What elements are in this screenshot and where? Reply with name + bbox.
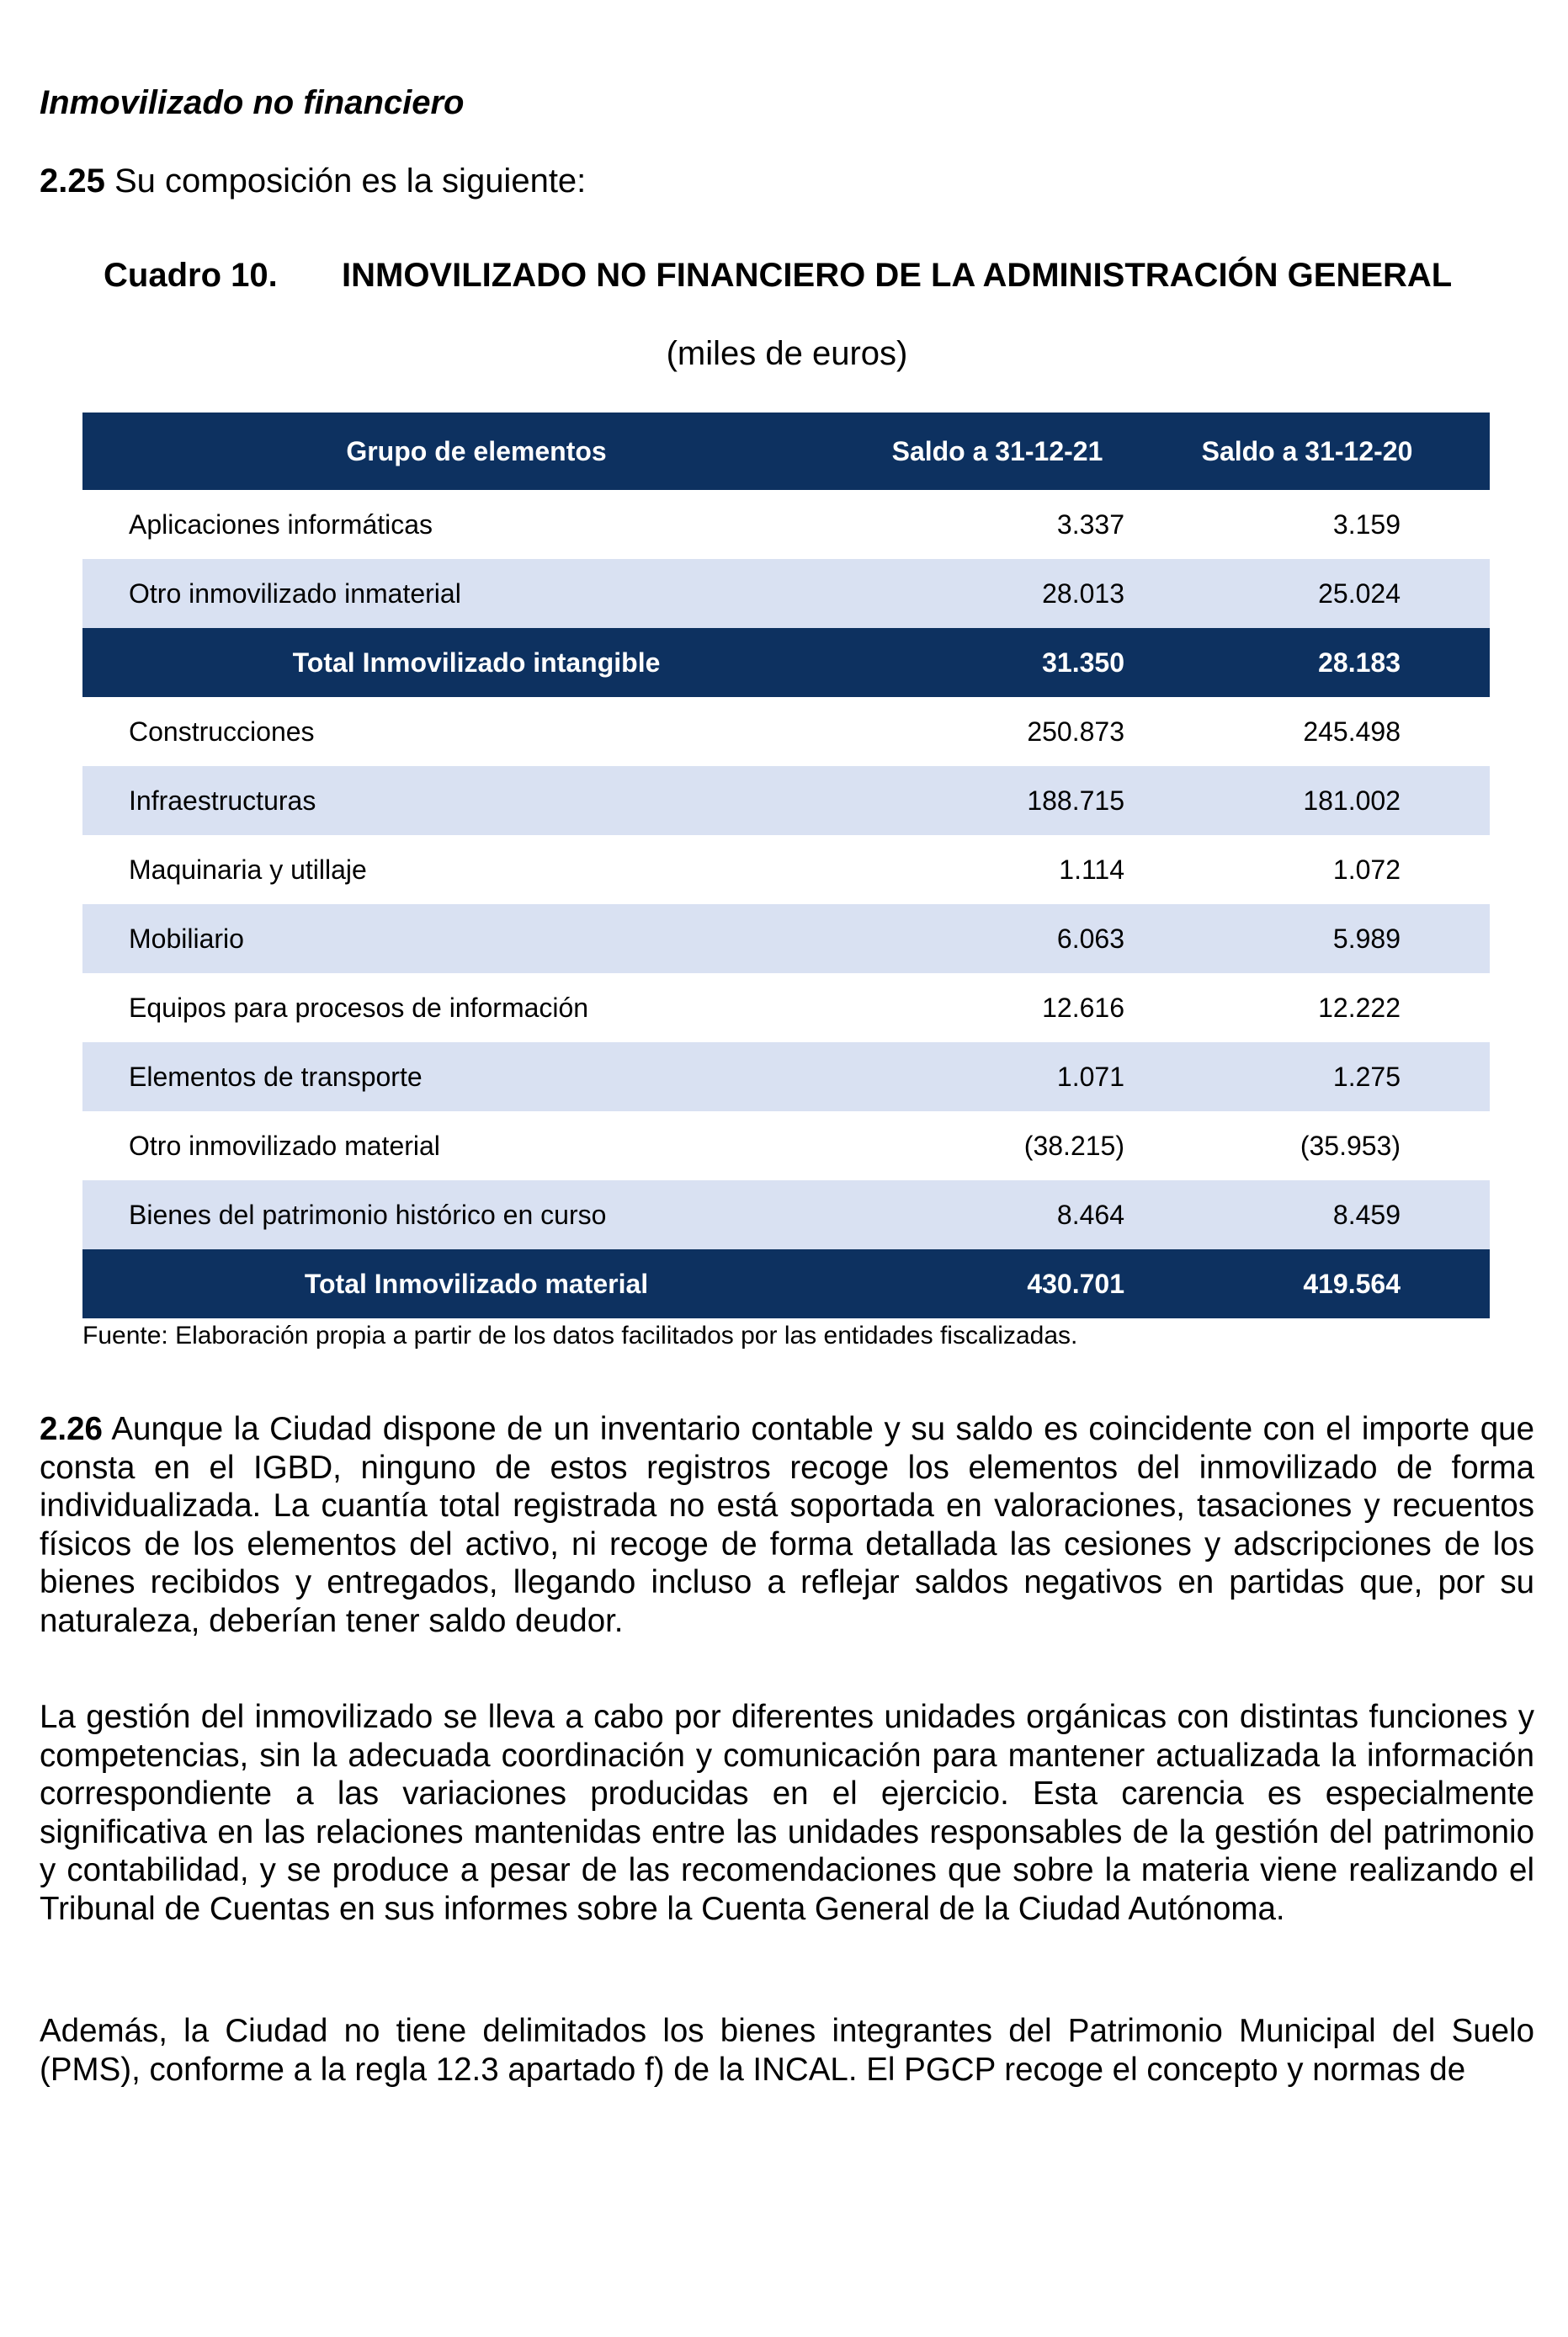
value-2020: 25.024 [1124,559,1490,628]
value-2021: 12.616 [1042,992,1124,1023]
data-table [82,413,1490,1318]
table-row [82,904,1490,973]
value-2020: 28.183 [1124,628,1490,697]
column-header: Saldo a 31-12-20 [1124,413,1490,490]
value-2020: 3.159 [1332,508,1401,540]
row-label: Infraestructuras [82,766,870,835]
value-2020: 5.989 [1124,904,1490,973]
value-2021: 8.464 [870,1180,1124,1249]
intro-text: Su composición es la siguiente: [104,162,587,200]
table-row [82,766,1490,835]
row-label: Equipos para procesos de información [129,992,589,1023]
value-2021: 3.337 [1056,508,1124,540]
value-2020: 8.459 [1124,1180,1490,1249]
table-row [82,697,1490,766]
value-2021: (38.215) [1023,1130,1124,1161]
value-2020: 1.275 [1124,1042,1490,1111]
value-2020: (35.953) [1300,1130,1401,1161]
paragraph-text: Además, la Ciudad no tiene delimitados los bienes integrantes del Patrimonio Municipal del Suelo (PMS), conforme a la regla 12.3 apartado f) de la INCAL. El PGCP recoge el concepto y normas de [40,2013,1534,2088]
row-label: Elementos de transporte [82,1042,870,1111]
value-2020: 1.072 [1332,854,1401,885]
table-row [82,835,1490,904]
table-caption [104,257,1518,295]
paragraph-number: 2.25 [40,162,105,200]
table-number: Cuadro 10. [104,257,278,294]
row-label: Aplicaciones informáticas [129,508,433,540]
value-2021: 1.071 [870,1042,1124,1111]
row-label: Otro inmovilizado inmaterial [82,559,870,628]
value-2020: 245.498 [1303,716,1401,747]
paragraph-2-26 [40,1410,1534,1640]
row-label: Mobiliario [82,904,870,973]
row-label: Total Inmovilizado material [82,1249,870,1318]
value-2021: 31.350 [870,628,1124,697]
value-2020: 419.564 [1124,1249,1490,1318]
table-row [82,1180,1490,1249]
row-label: Construcciones [129,716,315,747]
row-label: Otro inmovilizado material [129,1130,440,1161]
table-source-note: Fuente: Elaboración propia a partir de los datos facilitados por las entidades fiscalizadas. [82,1322,1078,1349]
value-2021: 1.114 [1059,854,1124,885]
row-label: Total Inmovilizado intangible [82,628,870,697]
value-2021: 188.715 [870,766,1124,835]
section-title: Inmovilizado no financiero [40,84,465,121]
paragraph-number: 2.26 [40,1411,103,1447]
paragraph [40,2012,1534,2089]
paragraph-text: La gestión del inmovilizado se lleva a cabo por diferentes unidades orgánicas con distintas funciones y competencias, sin la adecuada coordinación y comunicación para mantener actualizada la información correspondiente a las variaciones producidas en el ejercicio. Esta carencia es especialmente significativa en las relaciones mantenidas entre las unidades responsables de la gestión del patrimonio y contabilidad, y se produce a pesar de las recomendaciones que sobre la materia viene realizando el Tribunal de Cuentas en sus informes sobre la Cuenta General de la Ciudad Autónoma. [40,1699,1534,1927]
column-header: Saldo a 31-12-21 [870,413,1124,490]
value-2021: 250.873 [1027,716,1124,747]
table-row [82,490,1490,559]
table-row [82,973,1490,1042]
table-row [82,559,1490,628]
table-total-row [82,628,1490,697]
row-label: Bienes del patrimonio histórico en curso [82,1180,870,1249]
row-label: Maquinaria y utillaje [129,854,367,885]
value-2021: 6.063 [870,904,1124,973]
value-2020: 12.222 [1318,992,1401,1023]
table-row [82,1042,1490,1111]
intro-paragraph [40,162,586,200]
value-2021: 28.013 [870,559,1124,628]
table-units: (miles de euros) [666,335,908,372]
table-header-row [82,413,1490,490]
table-title: INMOVILIZADO NO FINANCIERO DE LA ADMINISTRACIÓN GENERAL [342,257,1453,294]
table-row [82,1111,1490,1180]
table-total-row [82,1249,1490,1318]
paragraph [40,1698,1534,1928]
paragraph-text: Aunque la Ciudad dispone de un inventario contable y su saldo es coincidente con el importe que consta en el IGBD, ninguno de estos registros recoge los elementos del inmovilizado de forma individualizada. La cuantía total registrada no está soportada en valoraciones, tasaciones y recuentos físicos de los elementos del activo, ni recoge de forma detallada las cesiones y adscripciones de los bienes recibidos y entregados, llegando incluso a reflejar saldos negativos en partidas que, por su naturaleza, deberían tener saldo deudor. [40,1411,1534,1639]
value-2021: 430.701 [870,1249,1124,1318]
column-header: Grupo de elementos [82,413,870,490]
value-2020: 181.002 [1124,766,1490,835]
